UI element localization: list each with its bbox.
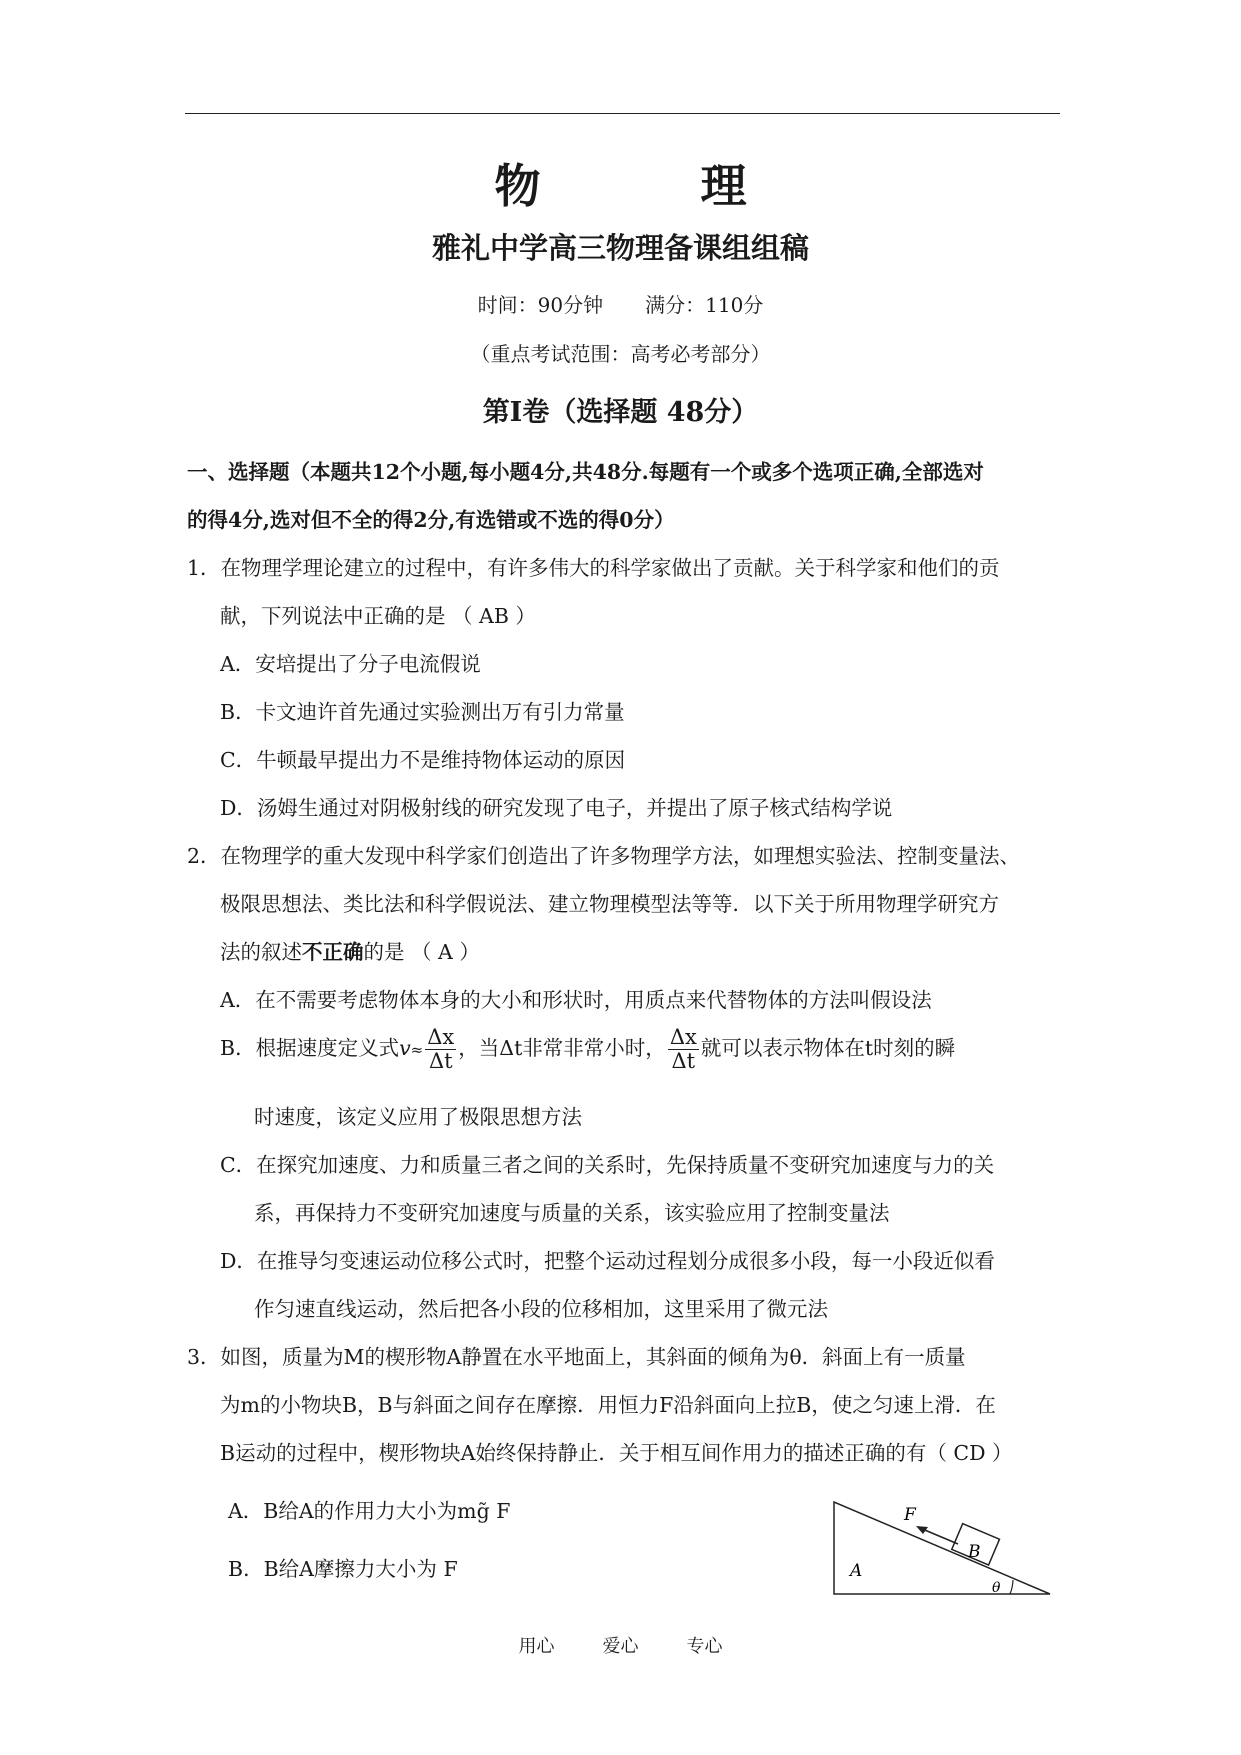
q1-option-d: D．汤姆生通过对阴极射线的研究发现了电子，并提出了原子核式结构学说 <box>220 796 893 820</box>
label-theta: θ <box>992 1580 1001 1596</box>
q1-stem-line1: 1．在物理学理论建立的过程中，有许多伟大的科学家做出了贡献。关于科学家和他们的贡 <box>187 556 1000 580</box>
q1-option-c: C．牛顿最早提出力不是维持物体运动的原因 <box>220 748 626 772</box>
q2-stem-post: 的是 （ A ） <box>363 940 480 964</box>
angle-arc <box>1010 1580 1013 1594</box>
exam-meta <box>0 289 1241 318</box>
fraction-denominator: Δt <box>671 1049 696 1074</box>
part-heading: 第Ⅰ卷（选择题 48分） <box>482 397 759 428</box>
q2-b-dt: Δt <box>499 1036 523 1061</box>
fraction-dx-dt <box>425 1026 456 1073</box>
page-subtitle: 雅礼中学高三物理备课组组稿 <box>431 231 809 265</box>
q2-b-post: 就可以表示物体在t时刻的瞬 <box>700 1036 956 1061</box>
fraction-numerator: Δx <box>427 1025 455 1049</box>
q2-stem-pre: 法的叙述 <box>220 940 302 964</box>
q2-stem-line3 <box>220 935 480 965</box>
header-rule <box>185 113 1060 114</box>
q3-stem-line2: 为m的小物块B，B与斜面之间存在摩擦．用恒力F沿斜面向上拉B，使之匀速上滑．在 <box>220 1393 996 1417</box>
q2-option-c-line2: 系，再保持力不变研究加速度与质量的关系，该实验应用了控制变量法 <box>254 1201 890 1225</box>
q1-option-b: B．卡文迪许首先通过实验测出万有引力常量 <box>220 700 625 724</box>
q2-b-mid1: ，当 <box>458 1036 500 1061</box>
footer-word-3: 专心 <box>686 1636 723 1657</box>
exam-scope: （重点考试范围：高考必考部分） <box>470 342 771 366</box>
section-instructions-line1: 一、选择题（本题共12个小题,每小题4分,共48分.每题有一个或多个选项正确,全部选对 <box>187 460 984 484</box>
q2-option-c-line1: C．在探究加速度、力和质量三者之间的关系时，先保持质量不变研究加速度与力的关 <box>220 1153 995 1177</box>
q2-option-b-line2: 时速度，该定义应用了极限思想方法 <box>254 1105 582 1129</box>
q2-b-pre: B．根据速度定义式 <box>220 1036 400 1061</box>
footer-word-1: 用心 <box>518 1636 555 1657</box>
q2-b-mid2: 非常非常小时， <box>522 1036 666 1061</box>
section-instructions-line2: 的得4分,选对但不全的得2分,有选错或不选的得0分） <box>187 508 675 532</box>
fraction-denominator: Δt <box>428 1049 453 1074</box>
footer-word-2: 爱心 <box>602 1636 639 1657</box>
q2-option-d-line2: 作匀速直线运动，然后把各小段的位移相加，这里采用了微元法 <box>254 1297 828 1321</box>
q2-option-a: A．在不需要考虑物体本身的大小和形状时，用质点来代替物体的方法叫假设法 <box>220 988 932 1012</box>
q2-stem-line1: 2．在物理学的重大发现中科学家们创造出了许多物理学方法，如理想实验法、控制变量法、 <box>187 844 1021 868</box>
q3-option-b: B．B给A摩擦力大小为 F <box>228 1557 458 1581</box>
label-b: B <box>968 1542 981 1562</box>
q1-option-a: A．安培提出了分子电流假说 <box>220 652 481 676</box>
q3-stem-line1: 3．如图，质量为M的楔形物A静置在水平地面上，其斜面的倾角为θ．斜面上有一质量 <box>187 1345 966 1369</box>
page-footer <box>0 1632 1241 1658</box>
q3-option-a: A．B给A的作用力大小为mg̃ F <box>228 1499 511 1523</box>
q2-option-d-line1: D．在推导匀变速运动位移公式时，把整个运动过程划分成很多小段，每一小段近似看 <box>220 1249 995 1273</box>
fraction-dx-dt-2 <box>668 1026 699 1073</box>
exam-time: 时间：90分钟 <box>477 293 604 317</box>
wedge-a <box>834 1502 1050 1594</box>
exam-score: 满分：110分 <box>645 293 764 317</box>
q2-b-v: v <box>399 1036 411 1061</box>
label-a: A <box>850 1561 863 1581</box>
q1-stem-line2: 献，下列说法中正确的是 （ AB ） <box>220 604 536 628</box>
incline-diagram <box>832 1500 1062 1600</box>
q2-stem-line2: 极限思想法、类比法和科学假说法、建立物理模型法等等．以下关于所用物理学研究方 <box>220 892 999 916</box>
q2-b-eq: ≈ <box>410 1041 424 1060</box>
fraction-numerator: Δx <box>669 1025 697 1049</box>
q2-option-b-line1 <box>220 1026 955 1073</box>
q3-stem-line3: B运动的过程中，楔形物块A始终保持静止．关于相互间作用力的描述正确的有（ CD ） <box>220 1441 1013 1465</box>
q2-emphasis: 不正确 <box>302 940 364 964</box>
label-f: F <box>904 1505 916 1525</box>
page-title: 物 理 <box>494 159 819 213</box>
